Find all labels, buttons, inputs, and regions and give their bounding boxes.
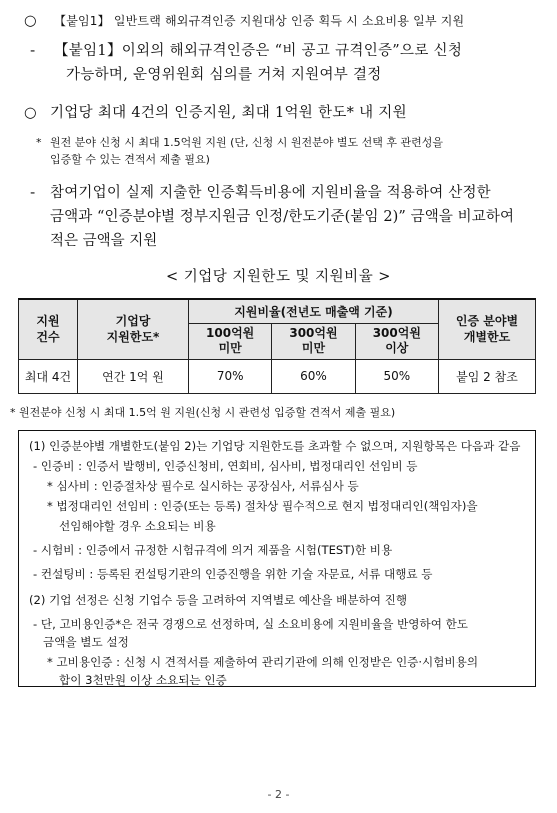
box-line: 금액을 별도 설정 — [43, 635, 129, 649]
table-cell: 60% — [272, 359, 355, 393]
box-line: - 단, 고비용인증*은 전국 경쟁으로 선정하며, 실 소요비용에 지원비율을 반영하여 한도 — [33, 617, 468, 631]
box-line: 선임해야할 경우 소요되는 비용 — [59, 519, 216, 533]
page-number: - 2 - — [267, 788, 290, 801]
details-box — [18, 430, 536, 687]
box-line: 합이 3천만원 이상 소요되는 인증 — [59, 673, 227, 687]
para-nonannounced-line2: 가능하며, 운영위원회 심의를 거쳐 지원여부 결정 — [66, 67, 382, 83]
header-ratio: 지원비율(전년도 매출액 기준) — [189, 299, 439, 323]
table-cell: 연간 1억 원 — [78, 359, 189, 393]
box-line: - 컨설팅비 : 등록된 컨설팅기관의 인증진행을 위한 기술 자문료, 서류 대행료 등 — [33, 567, 433, 581]
header-field-limit: 인증 분야별 개별한도 — [439, 299, 536, 359]
para-attachment1-scope: 【붙임1】 일반트랙 해외규격인증 지원대상 인증 획득 시 소요비용 일부 지원 — [54, 14, 465, 28]
table-note: * 원전분야 신청 시 최대 1.5억 원 지원(신청 시 관련성 입증할 견적서 제출 필요) — [10, 406, 396, 419]
header-ratio-under-300: 300억원 미만 — [272, 323, 355, 359]
box-line: (1) 인증분야별 개별한도(붙임 2)는 기업당 지원한도를 초과할 수 없으며, 지원항목은 다음과 같음 — [29, 439, 521, 453]
para-calc-line1: 참여기업이 실제 지출한 인증획득비용에 지원비율을 적용하여 산정한 — [50, 185, 491, 201]
footnote-nuclear-line2: 입증할 수 있는 견적서 제출 필요) — [50, 153, 210, 166]
table-title: < 기업당 지원한도 및 지원비율 > — [166, 269, 391, 285]
footnote-asterisk: * — [36, 136, 42, 149]
header-ratio-over-300: 300억원 이상 — [355, 323, 438, 359]
box-line: * 심사비 : 인증절차상 필수로 실시하는 공장심사, 서류심사 등 — [47, 479, 359, 493]
para-calc-line3: 적은 금액을 지원 — [50, 233, 158, 249]
table-cell: 50% — [355, 359, 438, 393]
support-table — [18, 298, 536, 394]
box-line: * 고비용인증 : 신청 시 견적서를 제출하여 관리기관에 의해 인정받은 인증·시험비용의 — [47, 655, 479, 669]
para-nonannounced-line1: 【붙임1】이외의 해외규격인증은 “비 공고 규격인증”으로 신청 — [54, 43, 463, 59]
bullet-circle: ○ — [24, 105, 37, 121]
header-ratio-under-100: 100억원 미만 — [189, 323, 272, 359]
bullet-dash: - — [30, 43, 36, 59]
box-line: - 시험비 : 인증에서 규정한 시험규격에 의거 제품을 시험(TEST)한 비용 — [33, 543, 393, 557]
para-max-support: 기업당 최대 4건의 인증지원, 최대 1억원 한도* 내 지원 — [50, 105, 407, 121]
table-cell: 최대 4건 — [19, 359, 78, 393]
header-limit: 기업당 지원한도* — [78, 299, 189, 359]
box-line: - 인증비 : 인증서 발행비, 인증신청비, 연회비, 심사비, 법정대리인 선임비 등 — [33, 459, 418, 473]
table-cell: 70% — [189, 359, 272, 393]
table-cell: 붙임 2 참조 — [439, 359, 536, 393]
para-calc-line2: 금액과 “인증분야별 정부지원금 인정/한도기준(붙임 2)” 금액을 비교하여 — [50, 209, 515, 225]
box-line: * 법정대리인 선임비 : 인증(또는 등록) 절차상 필수적으로 현지 법정대리인(책임자)을 — [47, 499, 478, 513]
header-count: 지원 건수 — [19, 299, 78, 359]
bullet-circle: ○ — [24, 13, 37, 29]
box-line: (2) 기업 선정은 신청 기업수 등을 고려하여 지역별로 예산을 배분하여 진행 — [29, 593, 408, 607]
bullet-dash: - — [30, 185, 36, 201]
footnote-nuclear-line1: 원전 분야 신청 시 최대 1.5억원 지원 (단, 신청 시 원전분야 별도 선택 후 관련성을 — [50, 136, 444, 149]
